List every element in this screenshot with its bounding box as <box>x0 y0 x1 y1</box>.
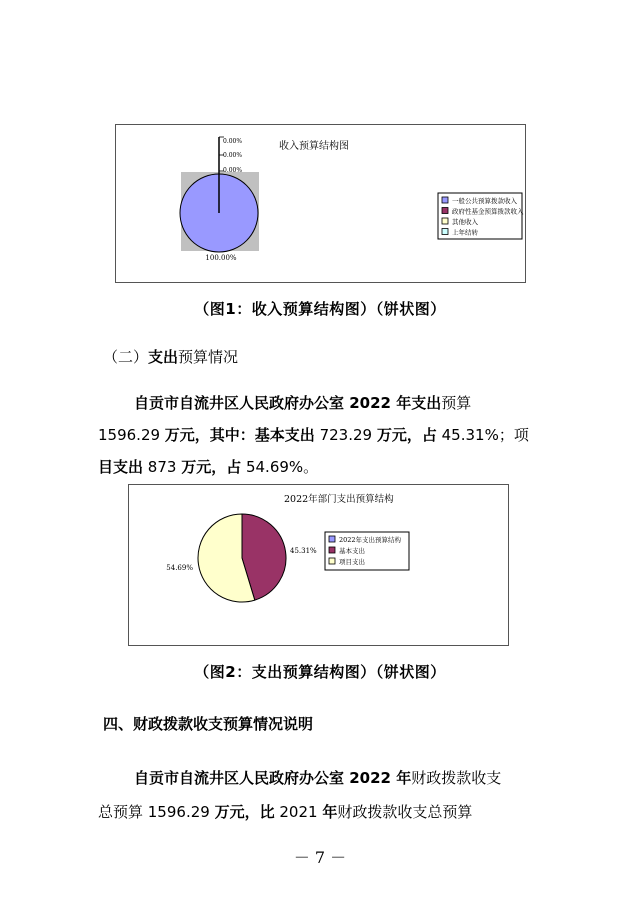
income-pie-chart-svg <box>116 125 525 282</box>
expense-pie-chart-svg <box>129 485 508 645</box>
p2-l1-b: 年 <box>396 769 412 787</box>
legend-swatch <box>442 218 448 224</box>
data-label: 0.00% <box>223 152 243 159</box>
p1-l1-b: 年支出 <box>396 394 442 412</box>
data-label: 0.00% <box>223 138 243 145</box>
paragraph1-line3 <box>98 456 318 477</box>
paragraph2-line1 <box>134 767 501 788</box>
chart-title: 2022年部门支出预算结构 <box>284 494 394 505</box>
p1-l2-b: 万元，其中：基本支出 <box>164 426 315 444</box>
p2-l2-a: 总预算 1596.29 <box>98 803 215 821</box>
legend-label: 项目支出 <box>339 558 365 566</box>
p2-l1-a: 自贡市自流井区人民政府办公室 2022 <box>134 769 397 787</box>
p2-l2-b: 万元，比 <box>214 803 275 821</box>
legend-label: 基本支出 <box>339 547 365 555</box>
data-label: 54.69% <box>166 564 193 572</box>
legend-swatch <box>329 536 335 542</box>
p1-l3-d: 54.69%。 <box>241 458 319 476</box>
chart-title: 收入预算结构图 <box>279 141 349 152</box>
paragraph1-line2 <box>98 424 529 445</box>
legend-label: 政府性基金预算拨款收入 <box>452 207 524 216</box>
legend-swatch <box>442 229 448 235</box>
p1-l1-c: 预算 <box>441 394 472 412</box>
legend-label: 一般公共预算拨款收入 <box>452 197 517 205</box>
legend-label: 其他收入 <box>452 218 478 226</box>
expense-budget-chart <box>128 484 509 646</box>
p1-l3-b: 873 <box>143 458 182 476</box>
p1-l3-a: 目支出 <box>98 458 144 476</box>
p2-l1-c: 财政拨款收支 <box>411 769 502 787</box>
finance-section-heading: 四、财政拨款收支预算情况说明 <box>103 715 314 733</box>
expense-heading-suffix: 预算情况 <box>178 348 239 366</box>
data-label: 100.00% <box>205 254 237 262</box>
p2-l2-c: 2021 <box>274 803 323 821</box>
data-label: 0.00% <box>223 167 243 174</box>
p2-l2-d: 年 <box>322 803 338 821</box>
figure1-caption: （图1：收入预算结构图）（饼状图） <box>194 300 446 318</box>
p2-l2-e: 财政拨款收支总预算 <box>337 803 473 821</box>
legend-swatch <box>442 208 448 214</box>
paragraph1-line1 <box>134 392 471 413</box>
page-number: － 7 － <box>293 848 347 867</box>
income-budget-chart <box>115 124 526 283</box>
expense-heading-bold: 支出 <box>148 348 179 366</box>
p1-l2-c: 723.29 <box>314 426 377 444</box>
p1-l1-a: 自贡市自流井区人民政府办公室 2022 <box>134 394 397 412</box>
p1-l2-a: 1596.29 <box>98 426 165 444</box>
legend-swatch <box>329 558 335 564</box>
p1-l3-c: 万元，占 <box>181 458 242 476</box>
legend-swatch <box>442 197 448 203</box>
legend-label: 2022年支出预算结构 <box>339 536 402 544</box>
p1-l2-e: 45.31%；项 <box>436 426 529 444</box>
paragraph2-line2 <box>98 801 472 822</box>
legend-swatch <box>329 547 335 553</box>
data-label: 45.31% <box>290 547 317 555</box>
legend-label: 上年结转 <box>452 228 478 237</box>
figure2-caption: （图2：支出预算结构图）（饼状图） <box>194 663 446 681</box>
p1-l2-d: 万元，占 <box>376 426 437 444</box>
expense-section-heading <box>103 346 238 367</box>
expense-heading-prefix: （二） <box>103 348 149 366</box>
